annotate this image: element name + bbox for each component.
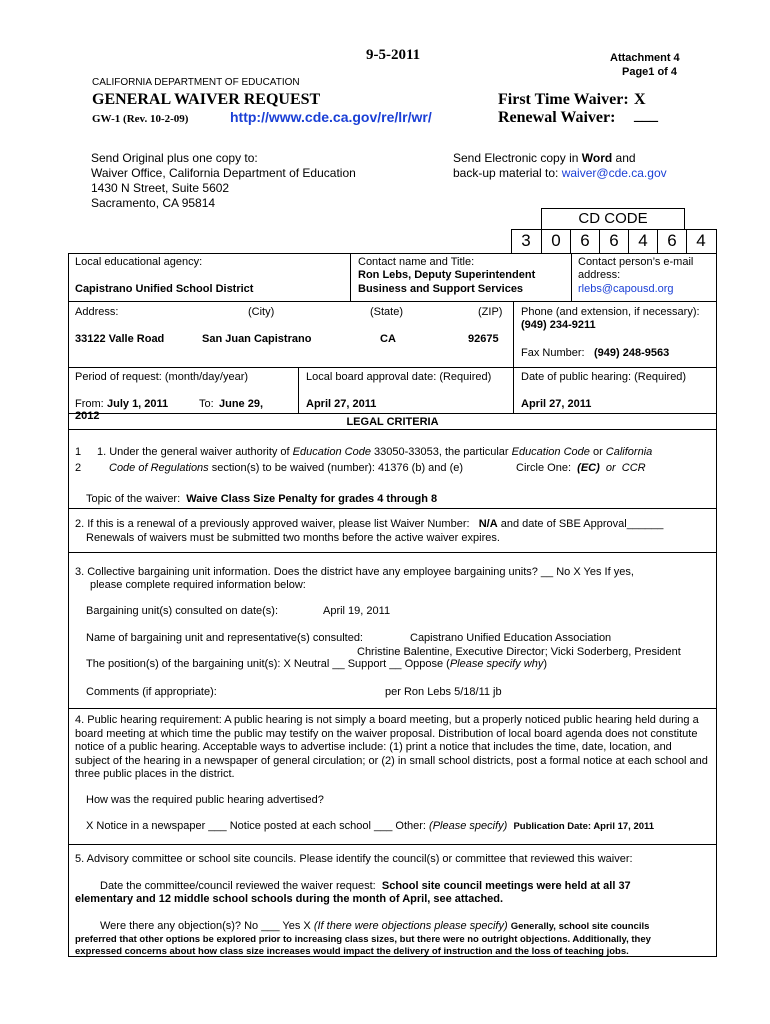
cd-digit-5: 4 xyxy=(638,231,648,250)
position-italic: Please specify why xyxy=(449,658,544,670)
circle-ccr: CCR xyxy=(621,462,646,474)
q3-line-1: 3. Collective bargaining unit information. Does the district have any employee bargaining units? __ No X Yes If yes, xyxy=(75,566,634,578)
cd-digit-7: 4 xyxy=(696,231,706,250)
q1-prefix: 1. Under the general waiver authority of xyxy=(97,446,293,458)
street-value: 33122 Valle Road xyxy=(75,333,165,345)
send-line-1: Send Original plus one copy to: xyxy=(91,151,258,165)
electronic-prefix: Send Electronic copy in xyxy=(453,151,582,165)
bargaining-consulted-label: Bargaining unit(s) consulted on date(s): xyxy=(86,605,278,617)
agency-label: Local educational agency: xyxy=(75,256,203,268)
zip-value: 92675 xyxy=(468,333,499,345)
send-electronic-block xyxy=(453,151,667,181)
waiver-url-link[interactable]: http://www.cde.ca.gov/re/lr/wr/ xyxy=(230,109,432,125)
attachment-label: Attachment 4 xyxy=(610,52,680,64)
contact-dept: Business and Support Services xyxy=(358,283,524,295)
q4-paragraph: 4. Public hearing requirement: A public hearing is not simply a board meeting, but a properly noticed public hearing held during a board meeting at which time the public may testify on the waiver proposal. Distribution of local board agenda does not constitute notice of a public hearing. Acceptable ways to advertise include: (1) print a notice that includes the time, date, location, and subject of the hearing in a newspaper of general circulation; or (2) in small school districts, post a formal notice at each school and three public places in the district. xyxy=(75,714,708,780)
q4-answer xyxy=(86,820,654,832)
comments-label: Comments (if appropriate): xyxy=(86,686,217,698)
agency-value: Capistrano Unified School District xyxy=(75,283,254,295)
q5-objection-italic: (If there were objections please specify) xyxy=(313,920,508,932)
phone-label: Phone (and extension, if necessary): xyxy=(521,306,700,318)
q5-date-line xyxy=(100,880,631,892)
q5-objection-line xyxy=(100,920,649,932)
backup-email-link[interactable]: waiver@cde.ca.gov xyxy=(561,166,667,180)
q4-question: How was the required public hearing advertised? xyxy=(86,794,324,806)
contact-name: Ron Lebs, Deputy Superintendent xyxy=(358,269,536,281)
legal-num-2: 2 xyxy=(75,462,82,474)
zip-label: (ZIP) xyxy=(478,306,503,318)
q1-line-1 xyxy=(97,446,652,458)
q1-or: or xyxy=(589,446,606,458)
date-stamp: 9-5-2011 xyxy=(366,47,421,63)
topic-value: Waive Class Size Penalty for grades 4 through 8 xyxy=(186,493,438,505)
page-number: Page1 of 4 xyxy=(622,66,678,78)
q2-line-1 xyxy=(75,518,663,530)
board-approval-value: April 27, 2011 xyxy=(306,398,377,410)
from-label: From: xyxy=(75,398,104,410)
send-line-3: 1430 N Street, Suite 5602 xyxy=(91,181,230,195)
cd-digit-1: 3 xyxy=(521,231,531,250)
legal-num-1: 1 xyxy=(75,446,82,458)
q1-code: Education Code xyxy=(292,446,371,458)
renewal-label: Renewal Waiver: xyxy=(498,109,616,126)
bargaining-consulted-value: April 19, 2011 xyxy=(323,605,391,617)
circle-ec: (EC) xyxy=(577,462,600,474)
email-label-2: address: xyxy=(578,269,621,281)
word-label: Word xyxy=(581,151,613,165)
contact-email-link[interactable]: rlebs@capousd.org xyxy=(578,283,674,295)
q5-objection-answer-3: expressed concerns about how class size increases would impact the delivery of instruction and the loss of teaching jobs. xyxy=(75,946,629,957)
to-value-year: 2012 xyxy=(75,410,100,422)
q1-section: section(s) to be waived (number): 41376 (b) and (e) xyxy=(208,462,464,474)
cd-digit-4: 6 xyxy=(609,231,619,250)
q5-objection-answer-1: Generally, school site councils xyxy=(510,921,650,932)
send-line-4: Sacramento, CA 95814 xyxy=(91,196,216,210)
q3-line-2: please complete required information below: xyxy=(90,579,306,591)
topic-label: Topic of the waiver: xyxy=(86,493,181,505)
from-value: July 1, 2011 xyxy=(107,398,169,410)
contact-label: Contact name and Title: xyxy=(358,256,475,268)
cd-digit-3: 6 xyxy=(580,231,590,250)
first-time-value: X xyxy=(634,91,646,108)
q1-california: California xyxy=(605,446,653,458)
hearing-date-label: Date of public hearing: (Required) xyxy=(521,371,687,383)
renewal-value: ___ xyxy=(634,107,658,124)
q5-objection-label: Were there any objection(s)? No ___ Yes X xyxy=(100,920,314,932)
form-title: GENERAL WAIVER REQUEST xyxy=(92,91,321,108)
q5-line-1: 5. Advisory committee or school site councils. Please identify the council(s) or committee that reviewed this waiver: xyxy=(75,853,633,865)
q5-objection-answer-2: preferred that other options be explored prior to increasing class sizes, but there were no outright objections. Additionally, they xyxy=(75,934,651,945)
to-value-clip xyxy=(74,406,134,422)
fax-value: (949) 248-9563 xyxy=(594,347,670,359)
department-name: CALIFORNIA DEPARTMENT OF EDUCATION xyxy=(92,77,300,88)
q4-answer-italic: (Please specify) xyxy=(429,820,508,832)
bargaining-position xyxy=(86,658,547,670)
q5-date-value-1: School site council meetings were held at all 37 xyxy=(381,880,631,892)
state-label: (State) xyxy=(370,306,404,318)
publication-date: Publication Date: April 17, 2011 xyxy=(513,821,655,832)
q4-answer-prefix: X Notice in a newspaper ___ Notice posted at each school ___ Other: xyxy=(86,820,430,832)
bargaining-rep-value-1: Capistrano Unified Education Association xyxy=(410,632,612,644)
position-end: ) xyxy=(543,658,548,670)
bargaining-rep-label: Name of bargaining unit and representative(s) consulted: xyxy=(86,632,363,644)
electronic-suffix: and xyxy=(612,151,636,165)
to-value: June 29, xyxy=(219,398,264,410)
q1-regulations: Code of Regulations xyxy=(109,462,209,474)
comments-value: per Ron Lebs 5/18/11 jb xyxy=(385,686,502,698)
q2-waiver-number: N/A xyxy=(478,518,498,530)
board-approval-label: Local board approval date: (Required) xyxy=(306,371,492,383)
to-label: To: xyxy=(199,398,214,410)
bargaining-rep-value-2: Christine Balentine, Executive Director; Vicki Soderberg, President xyxy=(357,646,681,658)
q2-prefix: 2. If this is a renewal of a previously approved waiver, please list Waiver Number: xyxy=(75,518,470,530)
q2-suffix: and date of SBE Approval______ xyxy=(497,518,664,530)
circle-or: or xyxy=(605,462,616,474)
q2-line-2: Renewals of waivers must be submitted two months before the active waiver expires. xyxy=(86,532,500,544)
q1-code2: Education Code xyxy=(511,446,590,458)
address-label: Address: xyxy=(75,306,119,318)
legal-criteria-title: LEGAL CRITERIA xyxy=(346,416,439,428)
period-label: Period of request: (month/day/year) xyxy=(75,371,249,383)
hearing-date-value: April 27, 2011 xyxy=(521,398,592,410)
circle-one xyxy=(516,462,646,474)
send-line-2: Waiver Office, California Department of Education xyxy=(91,166,356,180)
q5-date-value-2: elementary and 12 middle school schools during the month of April, see attached. xyxy=(75,893,504,905)
cd-code-label: CD CODE xyxy=(578,210,648,227)
q5-date-label: Date the committee/council reviewed the waiver request: xyxy=(100,880,376,892)
cd-digit-2: 0 xyxy=(551,231,561,250)
first-time-label: First Time Waiver: xyxy=(498,91,629,108)
city-label: (City) xyxy=(248,306,275,318)
backup-prefix: back-up material to: xyxy=(453,166,562,180)
email-label-1: Contact person’s e-mail xyxy=(578,256,694,268)
cd-digit-6: 6 xyxy=(667,231,677,250)
send-original-block xyxy=(91,151,356,211)
q1-line-2 xyxy=(109,462,463,474)
city-value: San Juan Capistrano xyxy=(202,333,312,345)
position-text: The position(s) of the bargaining unit(s): X Neutral __ Support __ Oppose ( xyxy=(86,658,450,670)
q1-mid: 33050-33053, the particular xyxy=(370,446,512,458)
form-id: GW-1 (Rev. 10-2-09) xyxy=(92,113,189,125)
phone-value: (949) 234-9211 xyxy=(521,319,596,331)
fax-label: Fax Number: xyxy=(521,347,585,359)
topic-line xyxy=(86,493,437,505)
circle-label: Circle One: xyxy=(516,462,572,474)
state-value: CA xyxy=(380,333,396,345)
